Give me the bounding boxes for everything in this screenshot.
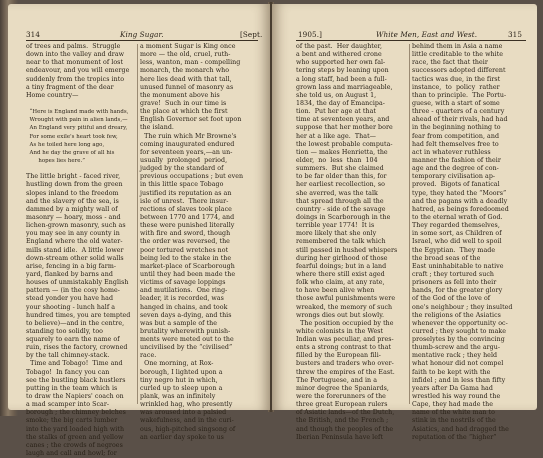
text-line: the Egyptian. They made [412,246,496,254]
text-line: for seventeen years,—an un- [140,148,233,156]
text-line: she averred, was the talk [296,189,378,197]
text-line: For some exile's heart took few, [26,133,118,140]
text-line: The Portuguese, and in a [296,376,377,384]
text-line: houses of unmistakably English [26,279,129,287]
text-line: dammed by a mighty wall of [26,205,118,213]
text-line: Indian was peculiar, and pres- [296,336,394,344]
text-line: down-stream other solid walls [26,254,124,262]
text-line: race, the fact that their [412,59,488,67]
text-line: and the slavery of the sea, is [26,197,119,205]
text-line: successors adopted different [412,67,506,75]
text-line: busters and traders who over- [296,360,394,368]
text-line: English Governor set foot upon [140,116,242,124]
text-line: grown lass and marriageable, [296,83,393,91]
text-line: ments were meted out to the [140,336,234,344]
text-line: Iberian Peninsula have left [296,433,383,441]
text-line: And he day the grave of all his [26,149,115,156]
text-line: slopes inland to the freedom [26,189,119,197]
text-line: filled by the European fili- [296,352,381,360]
text-line: usually prolonged period, [140,156,228,164]
text-line: prisoners as fell into their [412,279,497,287]
text-line: fear from competition, and [412,132,500,140]
text-line: summers. But she claimed [296,165,384,173]
text-line: grave! Such in our time is [140,99,227,107]
text-line: suddenly from the tropics into [26,75,125,83]
text-line: were the forerunners of the [296,393,386,401]
text-line: market-place of Scarborough [140,262,235,270]
text-line: poor tortured wretches not [140,246,229,254]
text-line: temporary civilisation ap- [412,173,496,181]
text-line: of the God of the love of [412,295,491,303]
text-line: borough, I lighted upon a [140,368,223,376]
text-line: squarely to earn the name of [26,336,120,344]
text-line: monarch, the monarch who [140,67,230,75]
text-line: your shooting - lunch half a [26,303,116,311]
text-line: tion. Put her age at that [296,108,376,116]
text-line: was but a sample of the [140,319,218,327]
text-line: and though the peoples of the [296,425,394,433]
text-line: isle of unrest. There insur- [140,197,229,205]
text-line: into the yard loaded high with [26,425,125,433]
text-line: standing too solidly, too [26,327,103,335]
text-line: Cape, they had made the [412,401,493,409]
text-line: faith to be kept with the [412,368,491,376]
text-line: yard, flanked by barns and [26,270,113,278]
text-line: coming inaugurated endured [140,140,235,148]
text-line: one's neighbour ; they insulted [412,303,513,311]
text-line: during her girlhood of those [296,254,388,262]
text-line: three - quarters of a century [412,108,505,116]
text-line: the British, and the French ; [296,417,389,425]
text-line: laugh and call and howl; for [26,450,117,458]
text-line: and the pagans with a deadly [412,197,508,205]
text-line: tiny negro hut in which, [140,376,218,384]
text-line: less, wanton, man - compelling [140,59,241,67]
text-line: folk who claim, at any rate, [296,279,385,287]
text-line: still passed in hushed whispers [296,246,398,254]
text-line: mills stand idle. A little lower [26,246,124,254]
text-line: manner the fashion of their [412,156,501,164]
section-marker: [Sept. [240,30,263,39]
text-line: she told us, on August 1, [296,91,377,99]
text-line: seven days a-dying, and this [140,311,232,319]
text-line: the stalks of green and yellow [26,433,124,441]
text-line: endeavour, and you will emerge [26,67,130,75]
text-line: elder, no less than 104 [296,156,378,164]
text-line: hands, for the greater glory [412,287,503,295]
text-line: the broad seas of the [412,254,481,262]
text-line: leader, it is recorded, was [140,295,224,303]
text-line: more — the old, cruel, ruth- [140,51,231,59]
text-line: race. [140,352,157,360]
text-line: lichen-grown masonry, such as [26,222,126,230]
column-divider [137,44,138,404]
text-line: tactics was due, in the first [412,75,501,83]
text-line: these were punished literally [140,222,235,230]
text-line: canes ; the crowds of negroes [26,441,123,449]
text-line: between 1770 and 1774, and [140,213,235,221]
text-line: little creditable to the white [412,51,504,59]
text-line: reputation of the “higher” [412,433,497,441]
text-line: Tobago! In fancy you can [26,368,110,376]
running-title: King Sugar. [120,30,164,39]
text-line: a mad scamper into Scar- [26,401,110,409]
page-number: 315 [508,30,523,39]
running-title: White Men, East and West. [376,30,478,39]
text-line: wrinkled hag, who presently [140,401,233,409]
text-line: ous, high-pitched singsong of [140,425,236,433]
text-line: here lies dead with that tall, [140,75,232,83]
text-line: “Here is England made with hands, [26,109,129,116]
text-line: of the past. Her daughter, [296,43,383,50]
text-line: of Asiatic lands—of the Dutch, [296,409,395,417]
text-line: of trees and palms. Struggle [26,43,121,50]
text-line: England where the old water- [26,238,123,246]
text-line: arise, fencing in a big farm- [26,262,117,270]
text-line: tering steps by leaning upon [296,67,389,75]
text-line: those awful punishments were [296,295,396,303]
text-line: to be far older than this, for [296,173,387,181]
text-line: unused funnel of masonry as [140,83,234,91]
text-line: thumb-screw and the argu- [412,344,501,352]
text-line: in this little space Tobago [140,181,224,189]
text-line: a bent and withered crone [296,51,382,59]
text-line: hanged in chains, and took [140,303,228,311]
text-line: what honour did not compel [412,360,504,368]
text-line: uncivilised by the “civilised” [140,344,233,352]
text-line: East uninhabitable to native [412,262,504,270]
text-line: who supported her own fal- [296,59,386,67]
text-line: that spread through all the [296,197,384,205]
text-line [26,100,130,108]
text-line: than to principle. The Portu- [412,91,507,99]
text-line: craft ; they tortured such [412,270,495,278]
text-line: guese, with a start of some [412,99,500,107]
text-line: 1834, the day of Emancipa- [296,99,385,107]
text-line: ruin, rises the factory, crowned [26,344,128,352]
text-line: wrestled his way round the [412,393,501,401]
text-line: One morning, at Rox- [140,360,214,368]
text-line: Asiatics, and had dragged the [412,425,509,433]
text-line: to the eternal wrath of God. [412,213,503,221]
text-line: mentative rack ; they held [412,352,498,360]
text-line: act in whatever ruthless [412,148,491,156]
text-line: Home country— [26,91,79,99]
text-line: instance, to policy rather [412,83,500,91]
text-line: doings in Scarborough in the [296,213,391,221]
text-line: years after Da Gama had [412,384,493,392]
text-line: was aroused into a palsied [140,409,227,417]
text-line: where there still exist aged [296,270,385,278]
text-line: pattern — (in the cosy home- [26,287,120,295]
text-line: three great European rulers [296,401,388,409]
text-line: The little bright - faced river, [26,173,121,181]
text-line: tion — makes Henrietta, the [296,148,388,156]
text-column-left [26,43,130,458]
text-line: country - side of the savage [296,205,386,213]
header-rule [296,40,526,41]
text-line: proved. Bigots of fanatical [412,181,500,189]
header-rule [26,40,258,41]
text-line: wakefulness, and in the curi- [140,417,234,425]
text-line: to draw the Napiers' coach on [26,393,124,401]
text-line: a long staff, had been a full- [296,75,387,83]
text-line: had felt themselves free to [412,140,499,148]
text-line: An England very pitiful and dreary, [26,125,128,132]
text-line: threw the empires of the East. [296,368,395,376]
text-line [26,165,130,173]
text-line: see the bustling black hustlers [26,376,126,384]
text-line: victims of savage loppings [140,279,226,287]
text-line: the order was reversed, the [140,238,230,246]
text-line: ahead of their rivals, had had [412,116,508,124]
text-line: curred ; they sought to make [412,327,507,335]
text-line: infidel ; and in less than fifty [412,376,506,384]
text-line: being led to the stake in the [140,254,232,262]
text-line: smoke; the big carts lumber [26,417,118,425]
text-line: suppose that her mother bore [296,124,393,132]
text-line: with fire and sword, though [140,230,231,238]
text-line: plank, was an infinitely [140,393,216,401]
column-divider [409,44,410,404]
text-line: The ruin which Mr Browne's [140,132,237,140]
text-line: behind them in Asia a name [412,43,503,50]
text-line: judged by the standard of [140,165,224,173]
text-line: a tiny fragment of the dear [26,83,114,91]
text-line: previous occupations ; but even [140,173,244,181]
text-line: putting in the team which is [26,384,118,392]
text-line: ents a strong contrast to that [296,344,392,352]
text-line: wreaked, the memory of such [296,303,393,311]
text-line: until they had been made the [140,270,236,278]
text-line: type, they hated the “Moors” [412,189,507,197]
text-line: more likely that she only [296,230,377,238]
text-line: in some sort, as Children of [412,230,502,238]
text-line: fearful doings; but in a land [296,262,387,270]
left-page [8,4,270,458]
text-line: the place at which the first [140,108,228,116]
page-number: 314 [26,30,41,39]
text-column-right [140,43,243,442]
text-column-left [296,43,397,442]
text-line: The position occupied by the [296,319,394,327]
text-line: hopes lies here.” [26,157,86,164]
text-line: by the tall chimney-stack. [26,352,110,360]
text-line: brutality wherewith punish- [140,327,231,335]
text-line: age and the degree of con- [412,165,499,173]
text-line: the island. [140,124,174,132]
text-line: down into the valley and draw [26,51,125,59]
text-line: whenever the opportunity oc- [412,319,508,327]
text-line: Israel, who did well to spoil [412,238,502,246]
text-line: terrible year 1774! It is [296,222,375,230]
text-line: hundred times, you are tempted [26,311,131,319]
text-line: Time and Tobago! Time and [26,360,123,368]
text-line: hatred, as beings foredoomed [412,205,509,213]
text-column-right [412,43,513,442]
text-line: time at seventeen years, and [296,116,390,124]
text-line: borough ; the chimney belches [26,409,126,417]
text-line: the lowest probable computa- [296,140,393,148]
text-line: her at a like age. That— [296,132,377,140]
text-line: stead yonder you have had [26,295,114,303]
text-line: curled up to sleep upon a [140,384,223,392]
right-page [272,4,537,441]
text-line: to have been alive when [296,287,375,295]
text-line: proselytes by the convincing [412,336,505,344]
text-line: minor degree the Spaniards, [296,384,389,392]
text-line: wrongs dies out but slowly. [296,311,385,319]
text-line: name of the white man to [412,409,495,417]
text-line: the monument above his [140,91,220,99]
text-line: near to that monument of lost [26,59,124,67]
text-line: the religions of the Asiatics [412,311,501,319]
text-line: remembered the talk which [296,238,386,246]
text-line: They regarded themselves, [412,222,500,230]
text-line: rections of slaves took place [140,205,232,213]
text-line: white colonists in the West [296,327,384,335]
text-line: you may see in any county in [26,230,120,238]
text-line: hustling down from the green [26,181,123,189]
text-line: a moment Sugar is King once [140,43,236,50]
text-line: justified its reputation as an [140,189,232,197]
section-year: 1905.] [298,30,322,39]
text-line: to believe)—and in the centre, [26,319,125,327]
text-line: an earlier day spoke to us [140,433,224,441]
text-line: stink in the nostrils of the [412,417,496,425]
text-line: Wrought with pain in alien lands,— [26,117,128,124]
text-line: her earliest recollection, so [296,181,386,189]
text-line: As he toiled here long ago, [26,141,105,148]
text-line: masonry — hoary, moss - and [26,213,121,221]
text-line: in the beginning nothing to [412,124,501,132]
text-line: and mutilations. One ring- [140,287,228,295]
